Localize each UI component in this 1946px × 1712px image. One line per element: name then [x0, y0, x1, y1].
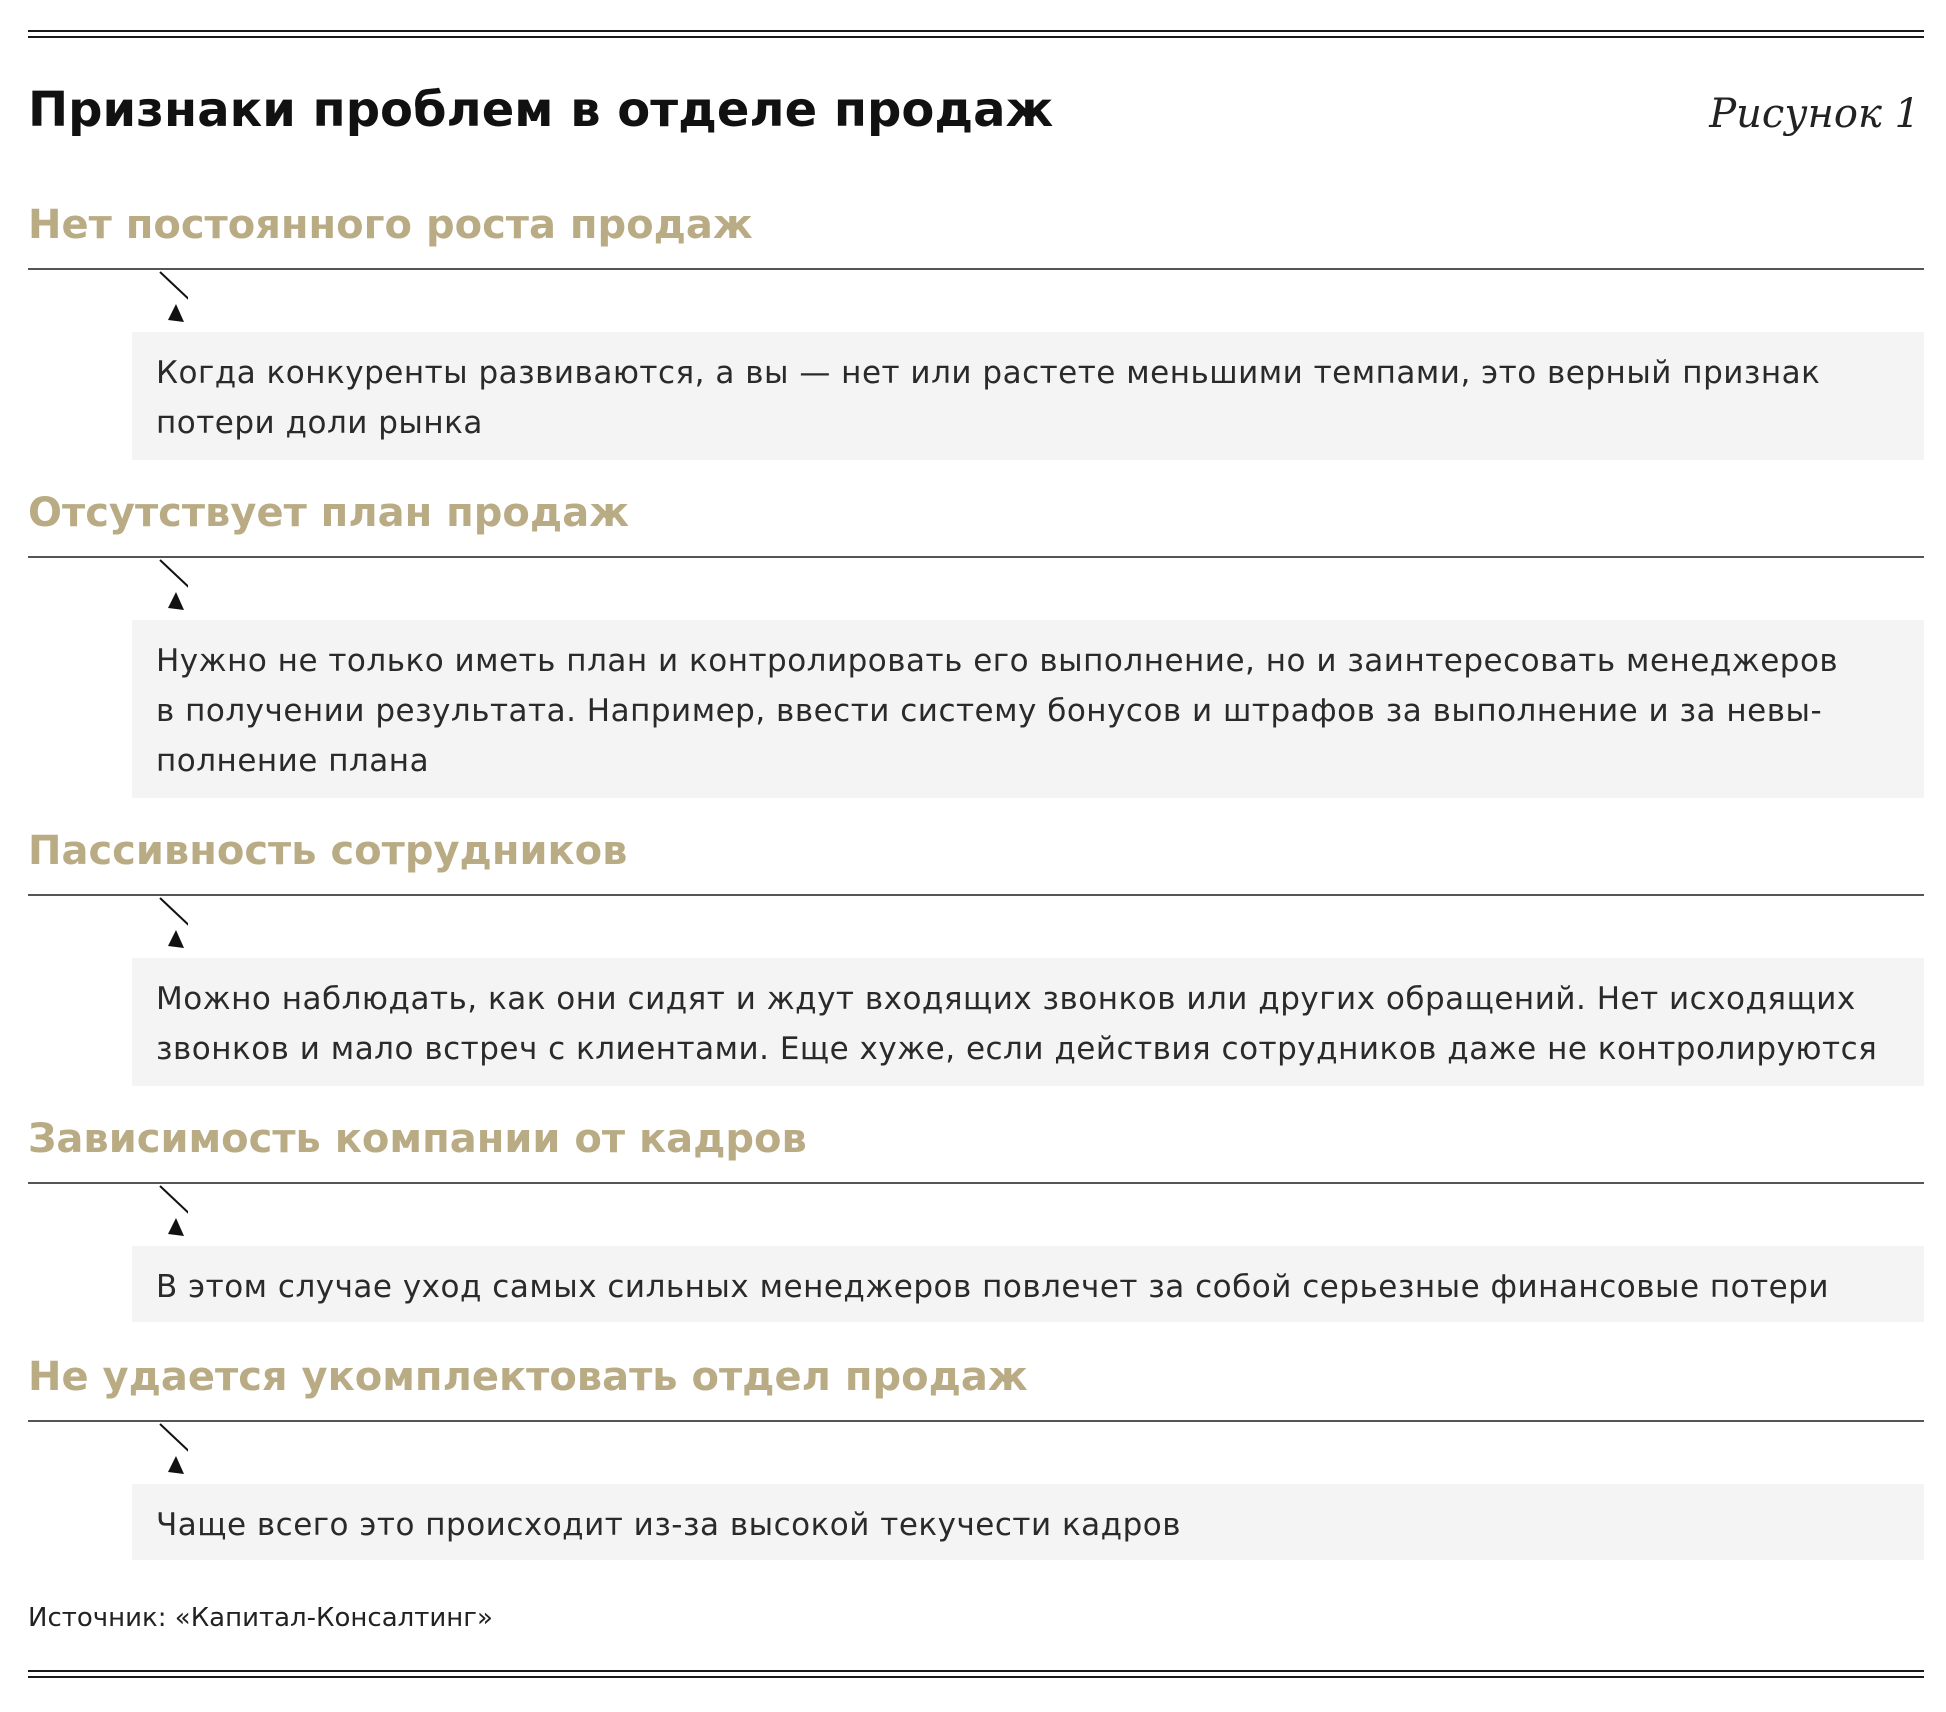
section-passive-staff — [28, 826, 1924, 1090]
section-staff-dependence — [28, 1114, 1924, 1326]
page-title: Признаки проблем в отделе продаж — [28, 82, 1054, 138]
arrow-down-right-icon — [128, 1184, 188, 1240]
section-heading: Отсутствует план продаж — [28, 490, 630, 536]
description-box: Можно наблюдать, как они сидят и ждут входящих звонков или других обращений. Нет исходящих звонков и мало встреч с клиентами. Еще хуже, если действия сотрудников даже не контролируются — [132, 958, 1924, 1086]
section-heading: Нет постоянного роста продаж — [28, 202, 753, 248]
section-heading: Не удается укомплектовать отдел продаж — [28, 1354, 1028, 1400]
bottom-double-rule — [28, 1670, 1924, 1678]
section-divider — [28, 894, 1924, 896]
section-divider — [28, 1420, 1924, 1422]
section-no-growth — [28, 200, 1924, 460]
section-staffing-failure — [28, 1352, 1924, 1564]
section-divider — [28, 1182, 1924, 1184]
top-double-rule — [28, 30, 1924, 38]
description-box: Нужно не только иметь план и контролировать его выполнение, но и заинтересовать менеджеров в получении результата. Например, ввести систему бонусов и штрафов за выполнение и за невы- полнение плана — [132, 620, 1924, 798]
arrow-down-right-icon — [128, 558, 188, 614]
arrow-down-right-icon — [128, 1422, 188, 1478]
arrow-down-right-icon — [128, 270, 188, 326]
description-box: Чаще всего это происходит из-за высокой текучести кадров — [132, 1484, 1924, 1560]
arrow-down-right-icon — [128, 896, 188, 952]
section-heading: Пассивность сотрудников — [28, 828, 628, 874]
description-box: В этом случае уход самых сильных менеджеров повлечет за собой серьезные финансовые потери — [132, 1246, 1924, 1322]
section-heading: Зависимость компании от кадров — [28, 1116, 807, 1162]
section-divider — [28, 268, 1924, 270]
description-box: Когда конкуренты развиваются, а вы — нет или растете меньшими темпами, это верный признак потери доли рынка — [132, 332, 1924, 460]
figure-label: Рисунок 1 — [1709, 91, 1920, 137]
section-no-sales-plan — [28, 488, 1924, 800]
section-divider — [28, 556, 1924, 558]
source-note: Источник: «Капитал-Консалтинг» — [28, 1603, 493, 1633]
